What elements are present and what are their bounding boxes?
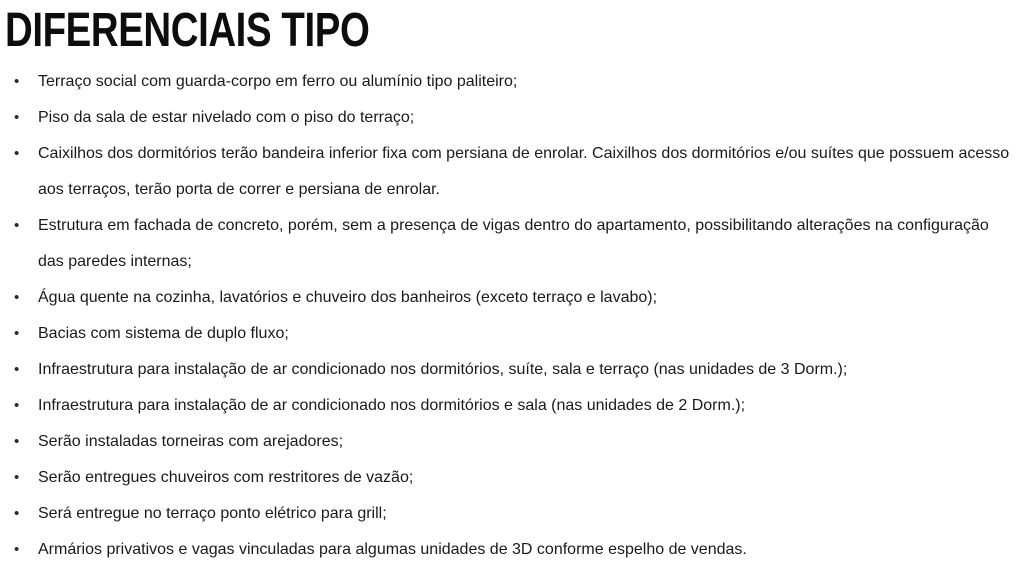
bullet-icon: • — [14, 505, 20, 522]
list-item — [14, 100, 1017, 136]
bullet-icon: • — [14, 541, 20, 558]
list-item — [14, 280, 1017, 316]
list-item-text: Serão instaladas torneiras com arejadores; — [38, 433, 344, 450]
list-item-text: Armários privativos e vagas vinculadas para algumas unidades de 3D conforme espelho de vendas. — [38, 541, 747, 558]
bullet-icon: • — [14, 325, 20, 342]
list-item-text: Caixilhos dos dormitórios terão bandeira inferior fixa com persiana de enrolar. Caixilhos dos dormitórios e/ou suítes que possuem acesso aos terraços, terão porta de correr e persiana de enrolar. — [38, 145, 1010, 198]
list-item — [14, 316, 1017, 352]
list-item-text: Serão entregues chuveiros com restritores de vazão; — [38, 469, 414, 486]
bullet-icon: • — [14, 397, 20, 414]
bullet-icon: • — [14, 361, 20, 378]
list-item — [14, 532, 1017, 568]
list-item-text: Terraço social com guarda-corpo em ferro ou alumínio tipo paliteiro; — [38, 73, 518, 90]
list-item-text: Piso da sala de estar nivelado com o piso do terraço; — [38, 109, 415, 126]
differentials-list — [0, 64, 1025, 568]
bullet-icon: • — [14, 217, 20, 234]
list-item-text: Água quente na cozinha, lavatórios e chuveiro dos banheiros (exceto terraço e lavabo); — [38, 289, 658, 306]
slide — [0, 6, 1025, 572]
list-item-text: Será entregue no terraço ponto elétrico para grill; — [38, 505, 387, 522]
list-item-text: Estrutura em fachada de concreto, porém, sem a presença de vigas dentro do apartamento, possibilitando alterações na configuração das paredes internas; — [38, 217, 989, 270]
list-item — [14, 64, 1017, 100]
list-item — [14, 424, 1017, 460]
bullet-icon: • — [14, 469, 20, 486]
bullet-icon: • — [14, 109, 20, 126]
list-item-text: Infraestrutura para instalação de ar condicionado nos dormitórios e sala (nas unidades de 2 Dorm.); — [38, 397, 746, 414]
list-item — [14, 496, 1017, 532]
list-item — [14, 136, 1017, 208]
page-title: DIFERENCIAIS TIPO — [5, 4, 370, 57]
bullet-icon: • — [14, 73, 20, 90]
list-item-text: Infraestrutura para instalação de ar condicionado nos dormitórios, suíte, sala e terraço (nas unidades de 3 Dorm.); — [38, 361, 848, 378]
list-item — [14, 460, 1017, 496]
list-item — [14, 208, 1017, 280]
list-item-text: Bacias com sistema de duplo fluxo; — [38, 325, 289, 342]
list-item — [14, 388, 1017, 424]
bullet-icon: • — [14, 433, 20, 450]
bullet-icon: • — [14, 145, 20, 162]
list-item — [14, 352, 1017, 388]
bullet-icon: • — [14, 289, 20, 306]
